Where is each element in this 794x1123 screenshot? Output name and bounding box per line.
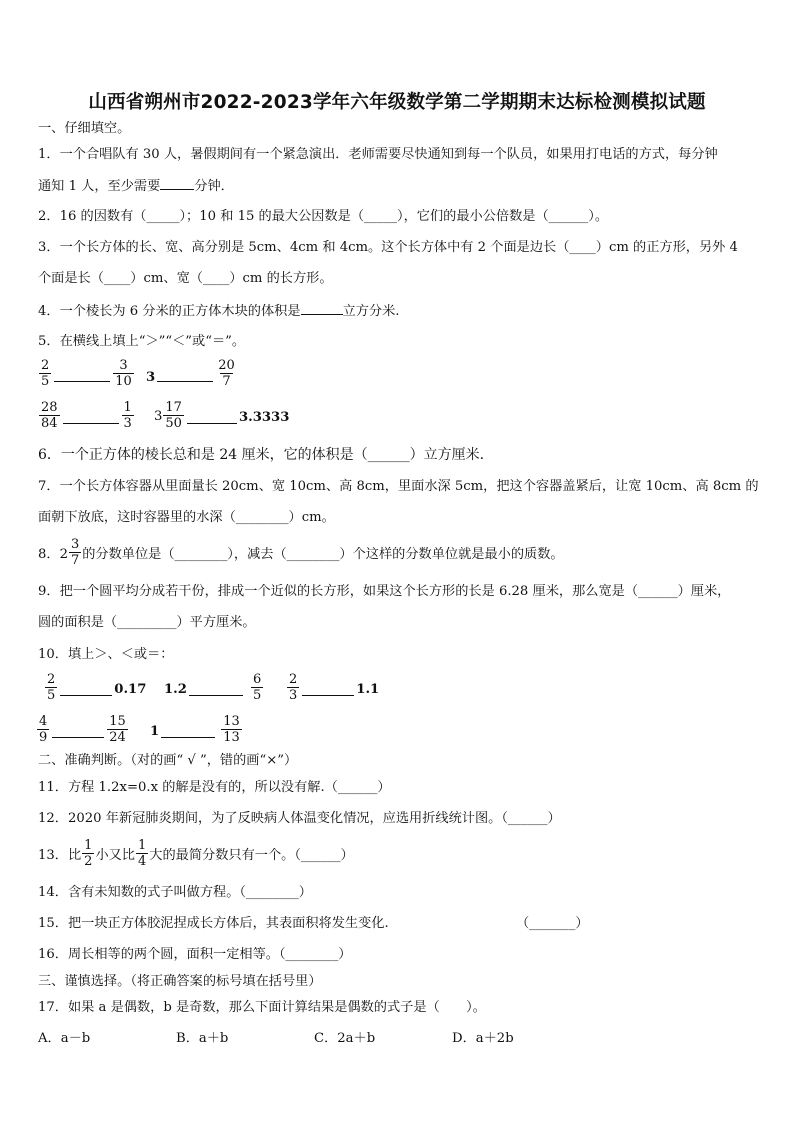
- answer-blank: [63, 422, 119, 424]
- option-c: C．2a＋b: [314, 1031, 376, 1046]
- page-title: 山西省朔州市2022-2023学年六年级数学第二学期期末达标检测模拟试题: [88, 92, 706, 113]
- question-1-unit: 分钟．: [194, 179, 234, 194]
- question-8-number: 8．2: [38, 547, 68, 562]
- question-11: 11．方程 1.2x=0.x 的解是没有的，所以没有解.（______）: [38, 780, 391, 795]
- question-9-line-2: 圆的面积是（_________）平方厘米。: [38, 615, 256, 630]
- number: 3.3333: [238, 410, 290, 425]
- question-12: 12．2020 年新冠肺炎期间，为了反映病人体温变化情况，应选用折线统计图。（______）: [38, 811, 561, 826]
- number: 3: [154, 409, 163, 424]
- number: 3: [146, 370, 156, 385]
- number: 1.2: [164, 682, 187, 697]
- question-15-answer-blank: （_______）: [516, 916, 589, 931]
- question-16: 16．周长相等的两个圆，面积一定相等。（________）: [38, 947, 352, 962]
- question-10: 10．填上＞、＜或＝：: [38, 647, 174, 662]
- question-13: [38, 838, 354, 869]
- answer-blank: [189, 694, 243, 696]
- question-6: 6．一个正方体的棱长总和是 24 厘米，它的体积是（______）立方厘米.: [38, 447, 485, 463]
- section-heading-1: 一、仔细填空。: [38, 121, 131, 136]
- number: 0.17: [114, 682, 147, 697]
- fraction: $\frac{6}{5}$: [252, 672, 262, 703]
- question-3-line-1: 3．一个长方体的长、宽、高分别是 5cm、4cm 和 4cm。这个长方体中有 2 个面是边长（____）cm 的正方形，另外 4: [38, 240, 738, 255]
- question-9-line-1: 9．把一个圆平均分成若干份，排成一个近似的长方形，如果这个长方形的长是 6.28 厘米，那么宽是（______）厘米，: [38, 584, 731, 599]
- answer-blank: [54, 380, 110, 382]
- q5-item-c: [38, 400, 135, 431]
- q10-item-a: [44, 672, 146, 703]
- q5-item-b: [146, 358, 238, 389]
- fraction: $\frac{15}{24}$: [109, 714, 126, 745]
- question-8-text: 的分数单位是（________），减去（________）个这样的分数单位就是最小的质数。: [82, 547, 564, 562]
- fraction: $\frac{3}{10}$: [115, 358, 132, 389]
- answer-blank: [187, 422, 237, 424]
- question-1-line-2: [38, 177, 234, 196]
- section-heading-3: 三、谨慎选择。（将正确答案的标号填在括号里）: [38, 974, 322, 989]
- question-3-line-2: 个面是长（____）cm、宽（____）cm 的长方形。: [38, 271, 333, 286]
- q5-item-d: [154, 400, 289, 431]
- question-17: 17．如果 a 是偶数，b 是奇数，那么下面计算结果是偶数的式子是（ ）。: [38, 1000, 486, 1015]
- question-4-unit: 立方分米.: [342, 304, 400, 319]
- question-15: 15．把一块正方体胶泥捏成长方体后，其表面积将发生变化.: [38, 916, 389, 931]
- question-2: 2．16 的因数有（_____）；10 和 15 的最大公因数是（_____），它们的最小公倍数是（______）。: [38, 209, 609, 224]
- answer-blank: [160, 177, 194, 190]
- answer-blank: [161, 736, 215, 738]
- answer-blank: [60, 694, 112, 696]
- answer-blank: [301, 302, 343, 315]
- q10-item-e: [150, 714, 243, 745]
- fraction: $\frac{1}{2}$: [84, 838, 93, 869]
- question-4: [38, 302, 400, 321]
- q5-item-a: [38, 358, 135, 389]
- question-13-text: 小又比: [95, 848, 135, 863]
- answer-blank: [302, 694, 354, 696]
- question-8: [38, 537, 564, 568]
- q10-item-c: [286, 672, 379, 703]
- question-5: 5．在横线上填上“＞”“＜”或“＝”。: [38, 334, 246, 349]
- question-1-text: 通知 1 人，至少需要: [38, 179, 161, 194]
- question-7-line-1: 7．一个长方体容器从里面量长 20cm、宽 10cm、高 8cm，里面水深 5cm，把这个容器盖紧后，让宽 10cm、高 8cm 的: [38, 479, 759, 494]
- number: 1: [150, 724, 160, 739]
- question-13-text: 大的最简分数只有一个。（______）: [149, 848, 354, 863]
- fraction: $\frac{3}{7}$: [70, 537, 80, 568]
- fraction: $\frac{28}{84}$: [41, 400, 58, 431]
- fraction: $\frac{4}{9}$: [39, 714, 48, 745]
- question-1-line-1: 1．一个合唱队有 30 人，暑假期间有一个紧急演出．老师需要尽快通知到每一个队员，如果用打电话的方式，每分钟: [38, 147, 718, 162]
- fraction: $\frac{2}{5}$: [41, 358, 50, 389]
- q10-item-b: [164, 672, 264, 703]
- question-7-line-2: 面朝下放底，这时容器里的水深（________）cm。: [38, 510, 335, 525]
- q10-item-d: [36, 714, 129, 745]
- fraction: $\frac{2}{5}$: [47, 672, 56, 703]
- question-14: 14．含有未知数的式子叫做方程。（________）: [38, 885, 312, 900]
- number: 1.1: [356, 682, 380, 697]
- question-4-text: 4．一个棱长为 6 分米的正方体木块的体积是: [38, 304, 301, 319]
- section-heading-2: 二、准确判断。（对的画“ √ ”，错的画“×”）: [38, 753, 298, 768]
- fraction: $\frac{2}{3}$: [289, 672, 298, 703]
- option-b: B．a＋b: [176, 1031, 229, 1046]
- fraction: $\frac{13}{13}$: [223, 714, 240, 745]
- answer-blank: [52, 736, 104, 738]
- answer-blank: [157, 380, 213, 382]
- option-d: D．a＋2b: [452, 1031, 514, 1046]
- question-13-text: 13．比: [38, 848, 82, 863]
- fraction: $\frac{1}{3}$: [123, 400, 132, 431]
- fraction: $\frac{20}{7}$: [218, 358, 235, 389]
- fraction: $\frac{1}{4}$: [138, 838, 147, 869]
- fraction: $\frac{17}{50}$: [165, 400, 182, 431]
- option-a: A．a－b: [38, 1031, 91, 1046]
